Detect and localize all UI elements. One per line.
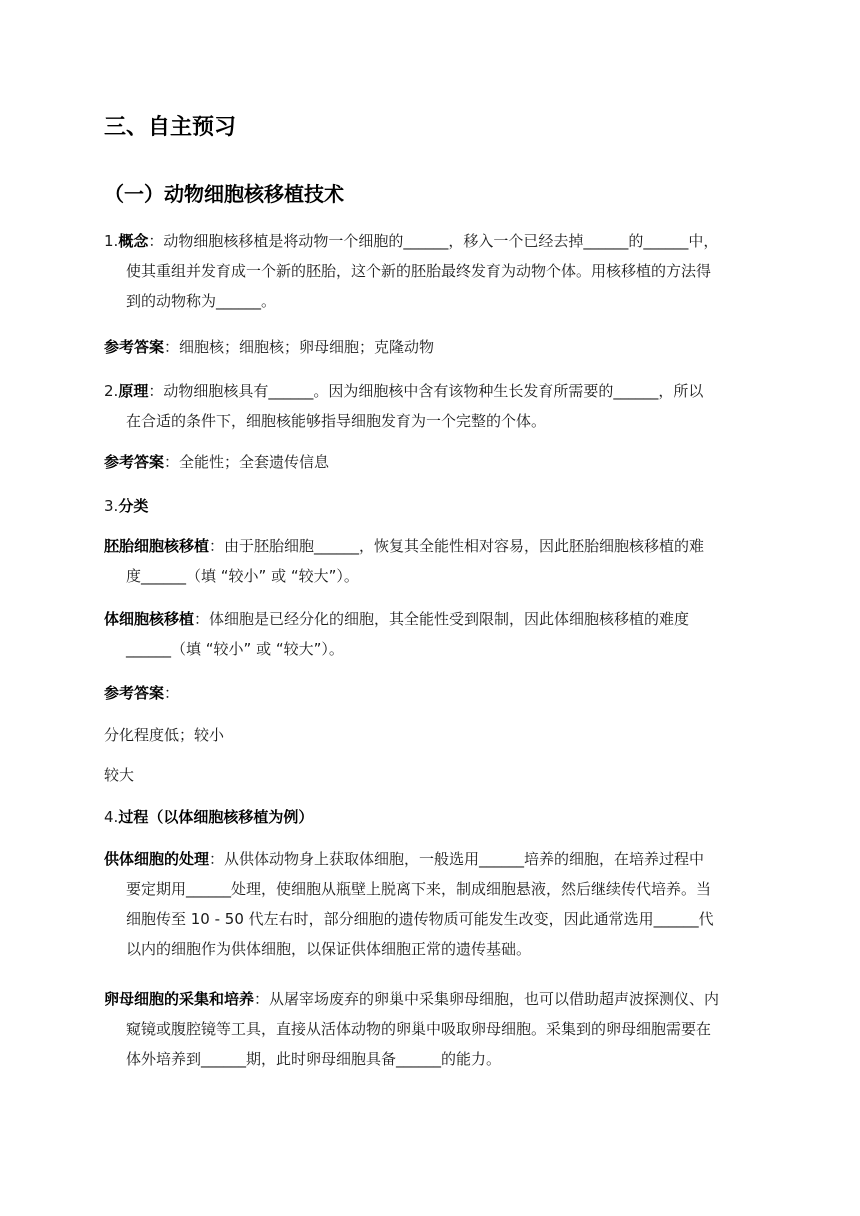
- text-line: 以内的细胞作为供体细胞，以保证供体细胞正常的遗传基础。: [126, 940, 532, 958]
- text-line: 使其重组并发育成一个新的胚胎，这个新的胚胎最终发育为动物个体。用核移植的方法得: [126, 262, 712, 280]
- answer-label: 参考答案: [104, 338, 165, 356]
- answer-text: ：全能性；全套遗传信息: [164, 453, 330, 471]
- text-line: ______（填 “较小” 或 “较大”）。: [126, 640, 344, 658]
- text-line: 细胞传至 10 - 50 代左右时，部分细胞的遗传物质可能发生改变，因此通常选用______代: [126, 910, 714, 928]
- text-line: ：动物细胞核具有______。因为细胞核中含有该物种生长发育所需要的______，所以: [148, 382, 704, 400]
- paragraph-embryonic-nt: [104, 531, 760, 591]
- paragraph-principle: [104, 376, 760, 436]
- text-line: 度______（填 “较小” 或 “较大”）。: [126, 567, 359, 585]
- answer-text: ：: [164, 684, 180, 702]
- paragraph-somatic-nt: [104, 604, 760, 664]
- item-label: 概念: [118, 232, 149, 250]
- text-line: ：动物细胞核移植是将动物一个细胞的______，移入一个已经去掉______的______中，: [148, 232, 719, 250]
- text-line: ：从屠宰场废弃的卵巢中采集卵母细胞，也可以借助超声波探测仪、内: [254, 990, 720, 1008]
- text-line: 窥镜或腹腔镜等工具，直接从活体动物的卵巢中吸取卵母细胞。采集到的卵母细胞需要在: [126, 1020, 712, 1038]
- answer-line: 较大: [104, 766, 135, 784]
- text-line: ：从供体动物身上获取体细胞，一般选用______培养的细胞，在培养过程中: [209, 850, 705, 868]
- item-label: 原理: [118, 382, 149, 400]
- paragraph-oocyte: [104, 984, 760, 1074]
- item-number: 4.: [104, 808, 119, 826]
- item-label: 体细胞核移植: [104, 610, 195, 628]
- paragraph-process: [104, 802, 760, 832]
- text-line: ：由于胚胎细胞______，恢复其全能性相对容易，因此胚胎细胞核移植的难: [209, 537, 705, 555]
- paragraph-classification: [104, 491, 760, 521]
- item-number: 1.: [104, 232, 119, 250]
- text-line: 在合适的条件下，细胞核能够指导细胞发育为一个完整的个体。: [126, 412, 547, 430]
- answer-label: 参考答案: [104, 453, 165, 471]
- item-number: 2.: [104, 382, 119, 400]
- text-line: 到的动物称为______。: [126, 292, 277, 310]
- item-label: 卵母细胞的采集和培养: [104, 990, 255, 1008]
- answer-principle: [104, 447, 760, 477]
- answer-classification: [104, 678, 760, 708]
- subsection-heading: （一）动物细胞核移植技术: [104, 182, 344, 206]
- paragraph-donor-cell: [104, 844, 760, 964]
- text-line: 体外培养到______期，此时卵母细胞具备______的能力。: [126, 1050, 502, 1068]
- answer-text: ：细胞核；细胞核；卵母细胞；克隆动物: [164, 338, 435, 356]
- item-number: 3.: [104, 497, 119, 515]
- paragraph-concept: [104, 226, 760, 316]
- section-heading: 三、自主预习: [104, 115, 237, 140]
- answer-concept: [104, 332, 760, 362]
- answer-line: 分化程度低；较小: [104, 726, 225, 744]
- item-label: 过程（以体细胞核移植为例）: [118, 808, 314, 826]
- item-label: 供体细胞的处理: [104, 850, 210, 868]
- item-label: 胚胎细胞核移植: [104, 537, 210, 555]
- answer-label: 参考答案: [104, 684, 165, 702]
- item-label: 分类: [118, 497, 149, 515]
- text-line: 要定期用______处理，使细胞从瓶壁上脱离下来，制成细胞悬液，然后继续传代培养。当: [126, 880, 712, 898]
- text-line: ：体细胞是已经分化的细胞，其全能性受到限制，因此体细胞核移植的难度: [194, 610, 690, 628]
